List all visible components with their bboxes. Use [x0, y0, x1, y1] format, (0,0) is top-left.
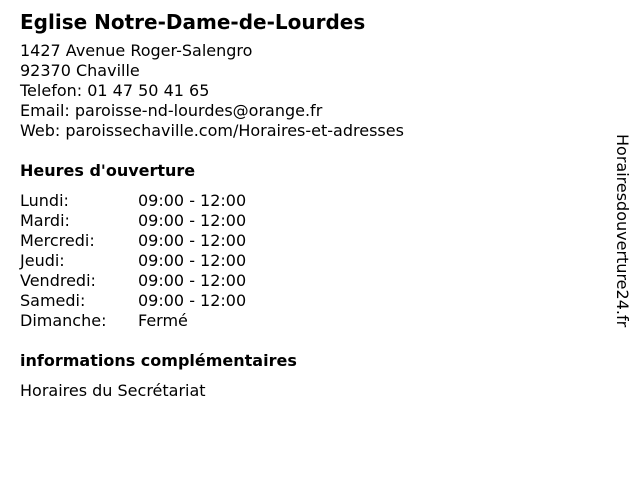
day-label: Jeudi:: [20, 251, 65, 270]
address-city: 92370 Chaville: [20, 61, 140, 80]
day-label: Vendredi:: [20, 271, 96, 290]
hours-row-tuesday: [20, 211, 600, 231]
extra-info-title: informations complémentaires: [20, 351, 297, 370]
time-value: 09:00 - 12:00: [138, 231, 247, 250]
hours-row-sunday: [20, 311, 600, 331]
place-card: [20, 10, 600, 401]
address-street: 1427 Avenue Roger-Salengro: [20, 41, 253, 60]
hours-row-saturday: [20, 291, 600, 311]
day-label: Samedi:: [20, 291, 86, 310]
time-value: Fermé: [138, 311, 188, 330]
hours-row-monday: [20, 191, 600, 211]
hours-row-thursday: [20, 251, 600, 271]
phone-text: Telefon: 01 47 50 41 65: [20, 81, 210, 100]
place-name: Eglise Notre-Dame-de-Lourdes: [20, 10, 366, 34]
time-value: 09:00 - 12:00: [138, 291, 247, 310]
time-value: 09:00 - 12:00: [138, 191, 247, 210]
hours-title: Heures d'ouverture: [20, 161, 196, 180]
website-text: Web: paroissechaville.com/Horaires-et-adresses: [20, 121, 404, 140]
email-text: Email: paroisse-nd-lourdes@orange.fr: [20, 101, 323, 120]
day-label: Mardi:: [20, 211, 70, 230]
hours-row-wednesday: [20, 231, 600, 251]
time-value: 09:00 - 12:00: [138, 251, 247, 270]
extra-info-text: Horaires du Secrétariat: [20, 381, 206, 400]
day-label: Lundi:: [20, 191, 69, 210]
contact-block: [20, 41, 600, 141]
hours-table: [20, 191, 600, 331]
day-label: Mercredi:: [20, 231, 95, 250]
site-watermark: Horairesdouverture24.fr: [613, 134, 632, 328]
day-label: Dimanche:: [20, 311, 107, 330]
hours-row-friday: [20, 271, 600, 291]
time-value: 09:00 - 12:00: [138, 211, 247, 230]
time-value: 09:00 - 12:00: [138, 271, 247, 290]
